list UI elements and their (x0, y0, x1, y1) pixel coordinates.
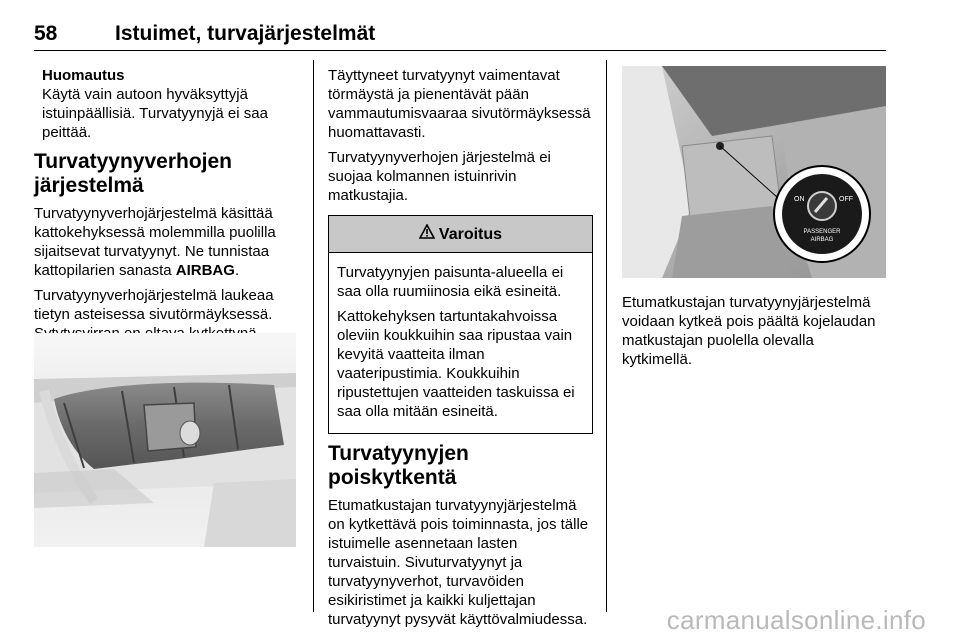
switch-on-label: ON (794, 196, 805, 203)
curtain-airbag-illustration (34, 333, 296, 547)
paragraph: Etumatkustajan turvatyynyjärjestelmä on kytkettävä pois toiminnasta, jos tälle istuimelle asennetaan lasten turvaistuin. Sivuturvatyynyt ja turvatyynyverhot, turvavöiden esikiristimet ja kaikki kuljettajan turvatyynyt pysyvät käyttövalmiudessa. (328, 497, 589, 628)
warning-box (328, 215, 593, 434)
column-divider (606, 60, 607, 612)
paragraph: Turvatyynyverhojen järjestelmä ei suojaa kolmannen istuinrivin matkustajia. (328, 149, 551, 204)
warning-paragraph: Turvatyynyjen paisunta-alueella ei saa olla ruumiinosia eikä esineitä. (337, 264, 564, 300)
watermark: carmanualsonline.info (666, 605, 926, 635)
paragraph (34, 204, 296, 280)
section-heading-curtain-airbags: Turvatyynyverhojen järjestelmä (34, 150, 233, 197)
text-run: . (234, 262, 240, 279)
page-header (34, 22, 886, 51)
note-title: Huomautus (42, 67, 125, 84)
column-3 (622, 293, 887, 375)
warning-title: Varoitus (438, 225, 503, 243)
section-heading-airbag-deactivation: Turvatyynyjen poiskytkentä (328, 442, 469, 489)
figure-caption: Etumatkustajan turvatyynyjärjestelmä voidaan kytkeä pois päältä kojelaudan matkustajan puolella olevalla kytkimellä. (622, 294, 876, 368)
warning-header (329, 216, 592, 253)
note-text: Käytä vain autoon hyväksyttyjä istuinpäällisiä. Turvatyynyjä ei saa peittää. (42, 86, 268, 141)
passenger-airbag-switch-illustration (622, 66, 886, 278)
page-number: 58 (34, 22, 58, 45)
column-1 (34, 66, 296, 349)
switch-label-line1: PASSENGER (803, 229, 841, 235)
switch-off-label: OFF (839, 196, 853, 203)
note-block (34, 66, 296, 142)
paragraph: Turvatyynyverhojärjestelmä laukeaa tietyn asteisessa sivutörmäyksessä. (34, 287, 274, 323)
paragraph: Täyttyneet turvatyynyt vaimentavat törmäystä ja pienentävät pään vammautumisvaaraa sivutörmäyksessä huomattavasti. (328, 67, 591, 141)
warning-body (329, 253, 592, 433)
column-2 (328, 66, 593, 635)
text-run: Turvatyynyverhojärjestelmä käsittää kattokehyksessä molemmilla puolilla sijaitsevat turvatyynyt. Ne tunnistaa kattopilarien sanasta (34, 205, 276, 279)
warning-paragraph: Kattokehyksen tartuntakahvoissa oleviin koukkuihin saa ripustaa vain kevyitä vaatteita ilman vaateripustimia. Koukkuihin ripustettujen vaatteiden taskuissa ei saa olla mitään esineitä. (337, 308, 575, 420)
airbag-keyword: AIRBAG (175, 262, 235, 279)
warning-triangle-icon (419, 224, 435, 244)
switch-label-line2: AIRBAG (810, 237, 834, 243)
column-divider (313, 60, 314, 612)
chapter-title: Istuimet, turvajärjestelmät (115, 22, 376, 45)
